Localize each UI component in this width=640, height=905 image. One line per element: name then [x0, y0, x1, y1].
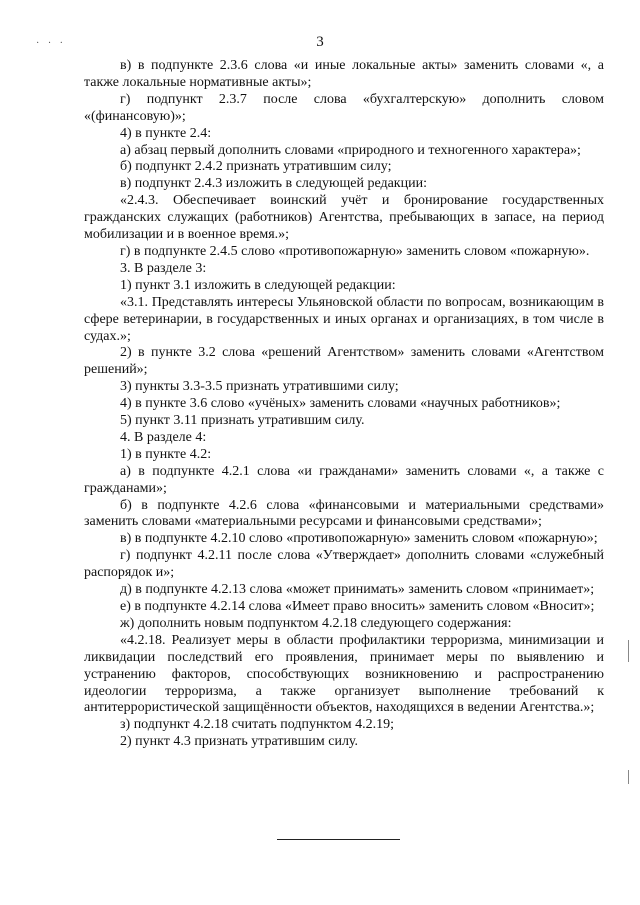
paragraph: «3.1. Представлять интересы Ульяновской области по вопросам, возникающим в сфере ветеринарии, в государственных и иных органах и организациях, в том числе в судах.»;	[84, 294, 604, 344]
paragraph: д) в подпункте 4.2.13 слова «может принимать» заменить словом «принимает»;	[120, 582, 595, 598]
paragraph: 4) в пункте 2.4:	[120, 125, 212, 141]
paragraph: «2.4.3. Обеспечивает воинский учёт и бронирование государственных гражданских служащих (работников) Агентства, пребывающих в запасе, на период мобилизации и в военное время.»;	[84, 193, 604, 243]
paragraph: ж) дополнить новым подпунктом 4.2.18 следующего содержания:	[120, 615, 512, 631]
paragraph: 3) пункты 3.3-3.5 признать утратившими силу;	[120, 379, 399, 395]
paragraph: 1) в пункте 4.2:	[120, 446, 212, 462]
paragraph: з) подпункт 4.2.18 считать подпунктом 4.2.19;	[120, 717, 394, 733]
paragraph: а) абзац первый дополнить словами «природного и техногенного характера»;	[120, 142, 581, 158]
paragraph: 4. В разделе 4:	[120, 429, 207, 445]
paragraph: б) подпункт 2.4.2 признать утратившим силу;	[120, 159, 392, 175]
paragraph: г) в подпункте 2.4.5 слово «противопожарную» заменить словом «пожарную».	[120, 243, 590, 259]
paragraph: а) в подпункте 4.2.1 слова «и гражданами» заменить словами «, а также с гражданами»;	[84, 463, 604, 496]
scan-edge-mark	[628, 770, 629, 784]
paragraph: 5) пункт 3.11 признать утратившим силу.	[120, 413, 365, 429]
paragraph: г) подпункт 4.2.11 после слова «Утверждает» дополнить словами «служебный распорядок и»;	[84, 548, 604, 581]
paragraph: «4.2.18. Реализует меры в области профилактики терроризма, минимизации и ликвидации последствий его проявления, принимает меры по выявлению и устранению факторов, способствующих возникновению и распространению идеологии терроризма, а также организует выполнение требований к антитеррористической защищённости объектов, находящихся в ведении Агентства.»;	[84, 632, 604, 716]
paragraph: в) в подпункте 4.2.10 слово «противопожарную» заменить словом «пожарную»;	[120, 531, 598, 547]
paragraph: 1) пункт 3.1 изложить в следующей редакции:	[120, 277, 396, 293]
paragraph: б) в подпункте 4.2.6 слова «финансовыми и материальными средствами» заменить словами «материальными ресурсами и финансовыми средствами»;	[84, 497, 604, 530]
end-separator-line	[277, 839, 400, 840]
paragraph: 3. В разделе 3:	[120, 260, 207, 276]
scan-edge-mark	[628, 640, 629, 662]
paragraph: 4) в пункте 3.6 слово «учёных» заменить словами «научных работников»;	[120, 396, 561, 412]
paragraph: 2) пункт 4.3 признать утратившим силу.	[120, 734, 359, 750]
document-body	[84, 58, 604, 751]
page-number: 3	[316, 34, 324, 50]
paragraph: г) подпункт 2.3.7 после слова «бухгалтерскую» дополнить словом «(финансовую)»;	[84, 91, 604, 124]
scan-artifact-marks: · · ·	[36, 38, 66, 49]
paragraph: в) подпункт 2.4.3 изложить в следующей редакции:	[120, 176, 427, 192]
paragraph: в) в подпункте 2.3.6 слова «и иные локальные акты» заменить словами «, а также локальные нормативные акты»;	[84, 58, 604, 90]
paragraph: е) в подпункте 4.2.14 слова «Имеет право вносить» заменить словом «Вносит»;	[120, 599, 595, 614]
paragraph: 2) в пункте 3.2 слова «решений Агентством» заменить словами «Агентством решений»;	[84, 345, 604, 378]
